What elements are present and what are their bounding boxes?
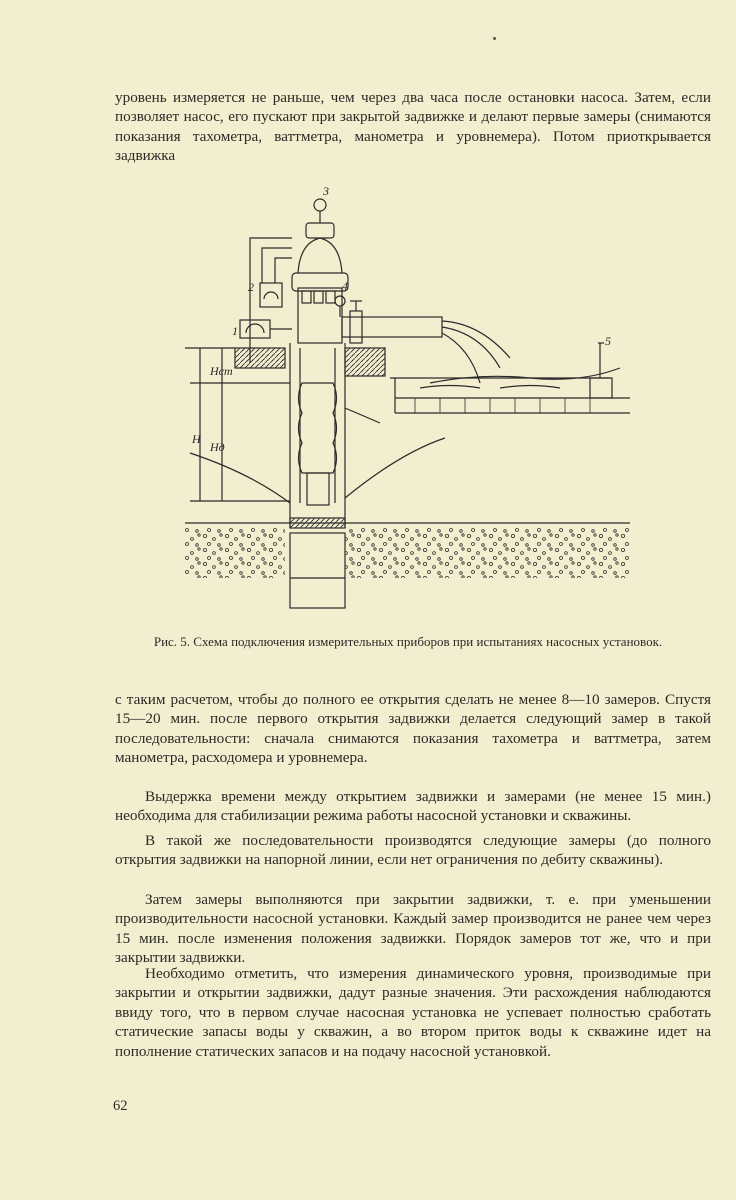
sump [290, 533, 345, 608]
depression-curve-right [345, 438, 445, 498]
paragraph-continued: уровень измеряется не раньше, чем через два часа после остановки насоса. Затем, если позволяет насос, его пускают при закрытой задвижке и делают первые замеры (снимаются показания тахометра, ваттметра, манометра и уровнемера). Потом приоткрывается задвижка [115, 89, 711, 165]
label-5: 5 [605, 334, 611, 348]
print-speck [493, 37, 496, 40]
depression-curve-left [190, 453, 290, 503]
foundation-right [345, 348, 385, 376]
label-2: 2 [248, 280, 254, 294]
paragraph-2: Выдержка времени между открытием задвижки и замерами (не менее 15 мин.) необходима для стабилизации режима работы насосной установки и скважины. [115, 788, 711, 825]
aquifer-right [345, 528, 630, 578]
label-Hd: Hд [210, 440, 225, 454]
water-surface [430, 368, 620, 383]
label-3: 3 [323, 184, 329, 198]
submersible-pump [299, 383, 337, 473]
figure-caption: Рис. 5. Схема подключения измерительных приборов при испытаниях насосных установок. [153, 634, 663, 649]
paragraph-5: Необходимо отметить, что измерения динамического уровня, производимые при закрытии и открытии задвижки, дадут разные значения. Эти расхождения наблюдаются ввиду того, что в первом случае насосная установка не успевает полностью сработать статические запасы воды у скважин, а во втором приток воды к скважине идет на пополнение статических запасов и на подачу насосной установкой. [115, 965, 711, 1060]
motor-head [298, 238, 342, 273]
water-jet [442, 321, 510, 383]
paragraph-3: В такой же последовательности производятся следующие замеры (до полного открытия задвижки на напорной линии, если нет ограничения по дебиту скважины). [115, 832, 711, 869]
page-number: 62 [113, 1098, 128, 1114]
tachometer-gauge [314, 199, 326, 211]
label-1: 1 [232, 324, 238, 338]
gate-valve [350, 311, 362, 343]
label-Hst: Hст [210, 364, 233, 378]
label-4: 4 [342, 279, 348, 293]
foundation-left [235, 348, 285, 368]
paragraph-1: с таким расчетом, чтобы до полного ее открытия сделать не менее 8—10 замеров. Спустя 15—20 мин. после первого открытия задвижки делается следующий замер в такой последовательности: сначала снимаются показания тахометра и ваттметра, затем манометра, расходомера и уровнемера. [115, 691, 711, 767]
manometer-gauge [335, 296, 345, 306]
label-H: H [192, 432, 201, 446]
paragraph-4: Затем замеры выполняются при закрытии задвижки, т. е. при уменьшении производительности насосной установки. Каждый замер производится не ранее чем через 15 мин. после изменения положения задвижки. Порядок замеров тот же, что и при закрытии задвижки. [115, 891, 711, 967]
pump-installation-diagram [180, 183, 640, 613]
aquifer-left [185, 528, 285, 578]
